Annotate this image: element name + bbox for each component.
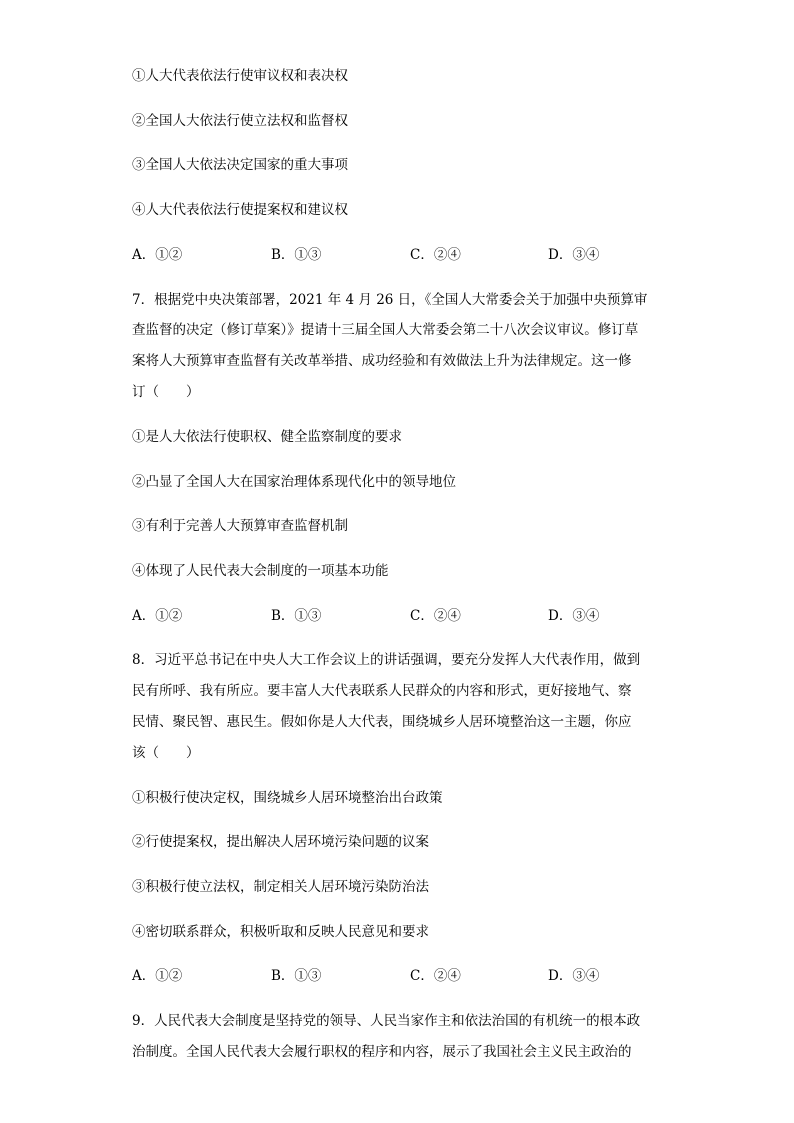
q7-choice-c: C．②④	[410, 608, 461, 624]
q7-statement-1: ①是人大依法行使职权、健全监察制度的要求	[132, 429, 402, 445]
q8-statement-2: ②行使提案权，提出解决人居环境污染问题的议案	[132, 834, 429, 850]
q8-stem-line-1: 8．习近平总书记在中央人大工作会议上的讲话强调，要充分发挥人大代表作用，做到	[132, 652, 641, 668]
q8-choice-d: D．③④	[548, 968, 600, 984]
q6-statement-1: ①人大代表依法行使审议权和表决权	[132, 68, 348, 84]
q7-stem-line-1: 7．根据党中央决策部署，2021 年 4 月 26 日，《全国人大常委会关于加强中央预算审	[132, 292, 648, 308]
q6-statement-4: ④人大代表依法行使提案权和建议权	[132, 202, 348, 218]
q7-statement-3: ③有利于完善人大预算审查监督机制	[132, 518, 348, 534]
q7-stem-line-4: 订（ ）	[132, 384, 200, 400]
q7-stem-line-3: 案将人大预算审查监督有关改革举措、成功经验和有效做法上升为法律规定。这一修	[132, 353, 632, 369]
q7-choice-d: D．③④	[548, 608, 600, 624]
q8-statement-4: ④密切联系群众，积极听取和反映人民意见和要求	[132, 924, 429, 940]
q8-stem-line-4: 该（ ）	[132, 745, 200, 761]
q7-choice-a: A．①②	[132, 608, 183, 624]
q7-stem-line-2: 查监督的决定（修订草案）》提请十三届全国人大常委会第二十八次会议审议。修订草	[132, 322, 639, 338]
q7-choice-b: B．①③	[271, 608, 322, 624]
q8-statement-1: ①积极行使决定权，围绕城乡人居环境整治出台政策	[132, 790, 443, 806]
q7-statement-2: ②凸显了全国人大在国家治理体系现代化中的领导地位	[132, 474, 456, 490]
q9-stem-line-2: 治制度。全国人民代表大会履行职权的程序和内容，展示了我国社会主义民主政治的	[132, 1044, 632, 1060]
q6-statement-3: ③全国人大依法决定国家的重大事项	[132, 157, 348, 173]
q8-choice-c: C．②④	[410, 968, 461, 984]
q7-statement-4: ④体现了人民代表大会制度的一项基本功能	[132, 563, 389, 579]
q8-stem-line-2: 民有所呼、我有所应。要丰富人大代表联系人民群众的内容和形式，更好接地气、察	[132, 683, 632, 699]
q9-stem-line-1: 9．人民代表大会制度是坚持党的领导、人民当家作主和依法治国的有机统一的根本政	[132, 1013, 641, 1029]
q6-choice-d: D．③④	[548, 247, 600, 263]
q8-choice-a: A．①②	[132, 968, 183, 984]
q8-statement-3: ③积极行使立法权，制定相关人居环境污染防治法	[132, 879, 429, 895]
q8-choice-b: B．①③	[271, 968, 322, 984]
q6-statement-2: ②全国人大依法行使立法权和监督权	[132, 113, 348, 129]
q8-stem-line-3: 民情、聚民智、惠民生。假如你是人大代表，围绕城乡人居环境整治这一主题，你应	[132, 714, 632, 730]
q6-choice-c: C．②④	[410, 247, 461, 263]
q6-choice-b: B．①③	[271, 247, 322, 263]
q6-choice-a: A．①②	[132, 247, 183, 263]
